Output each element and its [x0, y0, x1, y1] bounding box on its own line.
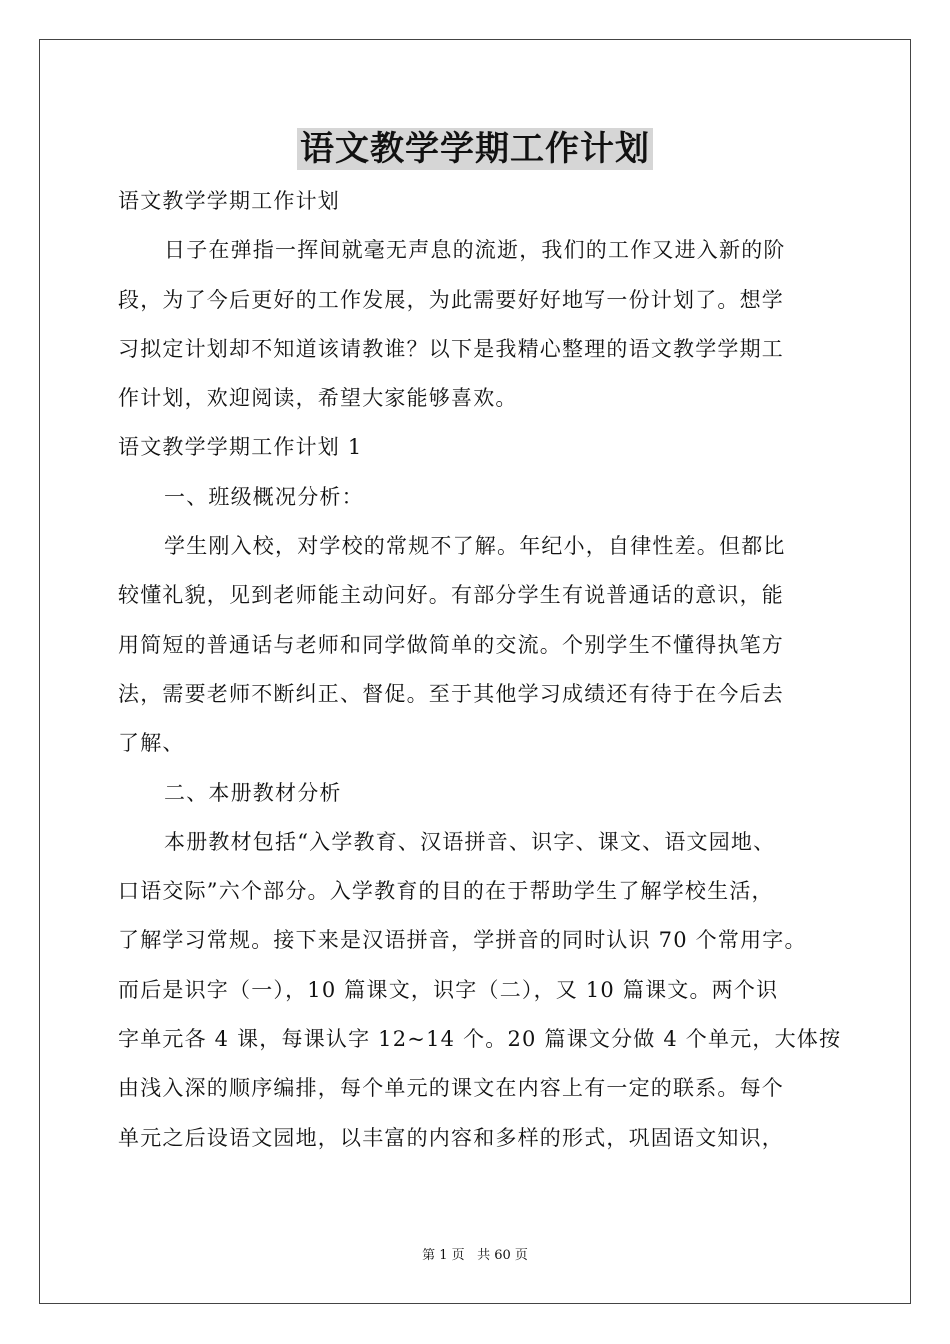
- title-wrap: [0, 128, 950, 170]
- text-line: 学生刚入校，对学校的常规不了解。年纪小，自律性差。但都比: [164, 534, 786, 559]
- text-line: 由浅入深的顺序编排，每个单元的课文在内容上有一定的联系。每个: [118, 1076, 784, 1101]
- text-line: 字单元各 4 课，每课认字 12~14 个。20 篇课文分做 4 个单元，大体按: [118, 1027, 842, 1052]
- page-number: 第 1 页: [422, 1248, 465, 1263]
- text-line: 一、班级概况分析：: [164, 484, 364, 509]
- document-title: 语文教学学期工作计划: [297, 128, 653, 170]
- page-total: 共 60 页: [477, 1248, 528, 1263]
- text-line: 语文教学学期工作计划: [118, 189, 340, 213]
- text-line: 了解学习常规。接下来是汉语拼音，学拼音的同时认识 70 个常用字。: [118, 928, 807, 953]
- text-line: 了解、: [118, 731, 185, 756]
- text-line: 单元之后设语文园地，以丰富的内容和多样的形式，巩固语文知识，: [118, 1125, 784, 1150]
- text-line: 而后是识字（一），10 篇课文，识字（二），又 10 篇课文。两个识: [118, 977, 779, 1002]
- text-line: 口语交际”六个部分。入学教育的目的在于帮助学生了解学校生活，: [118, 879, 774, 904]
- text-line: 法，需要老师不断纠正、督促。至于其他学习成绩还有待于在今后去: [118, 681, 784, 706]
- text-line: 作计划，欢迎阅读，希望大家能够喜欢。: [118, 386, 518, 411]
- text-line: 习拟定计划却不知道该请教谁？以下是我精心整理的语文教学学期工: [118, 336, 784, 361]
- page-footer: [0, 1248, 950, 1264]
- text-line: 段，为了今后更好的工作发展，为此需要好好地写一份计划了。想学: [118, 287, 784, 312]
- text-line: 本册教材包括“入学教育、汉语拼音、识字、课文、语文园地、: [164, 829, 776, 854]
- text-line: 较懂礼貌，见到老师能主动问好。有部分学生有说普通话的意识，能: [118, 583, 784, 608]
- document-body: [118, 177, 848, 1163]
- text-line: 二、本册教材分析: [164, 780, 342, 805]
- text-line: 日子在弹指一挥间就毫无声息的流逝，我们的工作又进入新的阶: [164, 238, 786, 263]
- text-line: 语文教学学期工作计划 1: [118, 435, 363, 460]
- text-line: 用简短的普通话与老师和同学做简单的交流。个别学生不懂得执笔方: [118, 632, 784, 657]
